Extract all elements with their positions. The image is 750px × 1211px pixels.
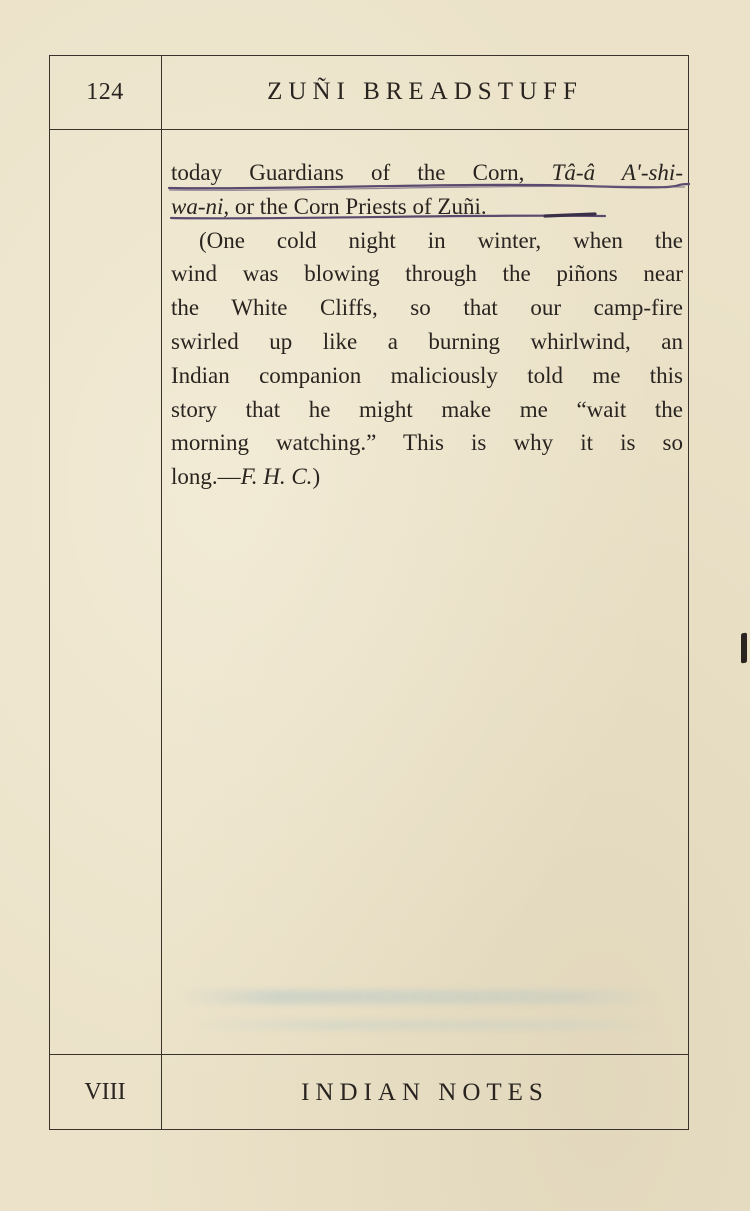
header-rule [49,129,689,130]
running-head: ZUÑI BREADSTUFF [267,78,583,105]
text-line: the White Cliffs, so that our camp-fire [171,295,683,321]
volume-number: VIII [84,1079,126,1105]
text-line: long.—F. H. C.) [171,464,321,490]
text-line: (One cold night in winter, when the [199,227,683,253]
paragraph-1 [171,156,683,224]
text-line: wa-ni, or the Corn Priests of Zuñi. [171,193,487,219]
body-text [171,156,683,494]
series-title: INDIAN NOTES [301,1078,549,1106]
text-line: swirled up like a burning whirlwind, an [171,328,683,354]
binding-mark [741,632,747,663]
paragraph-2 [171,224,683,494]
text-line: story that he might make me “wait the [171,396,683,422]
page-number: 124 [86,78,124,105]
text-line: today Guardians of the Corn, Tâ-â A'-shi- [171,160,683,185]
text-line: wind was blowing through the piñons near [171,261,683,287]
text-line: Indian companion maliciously told me this [171,362,683,388]
margin-column-rule [161,55,162,1130]
text-line: morning watching.” This is why it is so [171,430,683,456]
